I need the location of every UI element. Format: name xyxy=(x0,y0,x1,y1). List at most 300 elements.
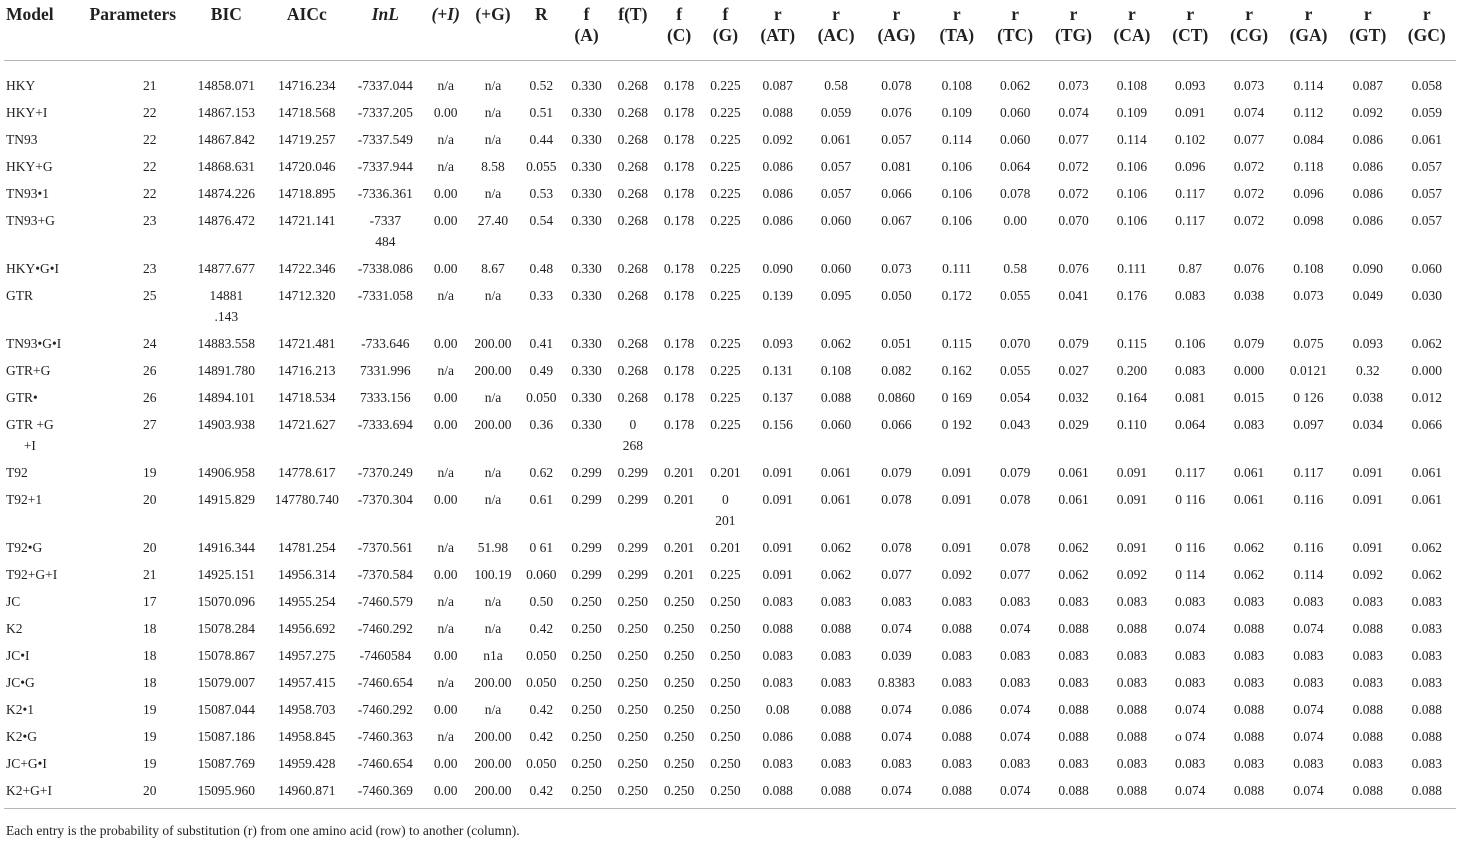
table-cell: 0.083 xyxy=(999,594,1031,609)
table-cell: 15095.960 xyxy=(185,780,268,809)
table-cell: 0.062 xyxy=(1058,567,1089,582)
table-cell: 200.00 xyxy=(474,336,512,351)
table-cell: 0.250 xyxy=(663,594,695,609)
table-cell: -7460.292 xyxy=(357,621,413,636)
table-cell: -733.646 xyxy=(361,336,410,351)
model-name-cell: JC xyxy=(6,594,21,609)
table-cell: 0.076 xyxy=(1058,261,1089,276)
table-cell: 0.117 xyxy=(1175,465,1206,480)
table-cell: 15078.867 xyxy=(197,648,256,663)
table-cell: 0.088 xyxy=(1233,621,1265,636)
table-cell: 0.074 xyxy=(999,702,1031,717)
table-cell: 0.034 xyxy=(1352,417,1383,432)
table-cell: 0.250 xyxy=(663,756,695,771)
table-cell: 0.088 xyxy=(1058,729,1089,744)
table-cell: 0.091 xyxy=(941,492,972,507)
table-cell: 0.050 xyxy=(526,390,557,405)
table-cell: -7336.361 xyxy=(357,186,413,201)
table-cell: 0 192 xyxy=(941,417,972,432)
table-cell: 0.201 xyxy=(710,540,741,555)
table-cell: 0 169 xyxy=(941,390,972,405)
table-cell: 0.077 xyxy=(1058,132,1089,147)
table-cell: 0.250 xyxy=(617,702,649,717)
table-cell: -7460.654 xyxy=(357,675,413,690)
table-cell: 0.225 xyxy=(710,336,741,351)
table-row xyxy=(4,285,1456,333)
table-cell: 0.091 xyxy=(1116,540,1148,555)
table-cell: 0.00 xyxy=(1003,213,1027,228)
table-cell: 0.088 xyxy=(1116,621,1148,636)
table-cell: 0.086 xyxy=(762,213,793,228)
table-cell: 15079.007 xyxy=(197,675,256,690)
table-cell: 18 xyxy=(143,675,157,690)
model-name-cell: TN93•1 xyxy=(6,186,49,201)
table-cell: n1a xyxy=(483,648,503,663)
table-cell: 0.250 xyxy=(617,648,649,663)
table-cell: 0.093 xyxy=(1352,336,1383,351)
table-cell: 0.250 xyxy=(663,648,695,663)
table-cell: 0.8383 xyxy=(877,675,915,690)
table-cell: 0.083 xyxy=(1058,648,1089,663)
table-cell: o 074 xyxy=(1175,729,1206,744)
table-cell: 0.074 xyxy=(1058,105,1089,120)
table-cell: 0.092 xyxy=(1352,105,1383,120)
table-cell: 0.086 xyxy=(1352,213,1383,228)
table-cell: 0.268 xyxy=(617,159,649,174)
table-cell: 0.088 xyxy=(1233,702,1265,717)
model-name-cell: K2+G+I xyxy=(4,780,80,809)
table-cell: 0.088 xyxy=(1058,702,1089,717)
table-cell: 0.091 xyxy=(1116,492,1148,507)
table-cell: 0.083 xyxy=(1058,756,1089,771)
table-cell: 0.178 xyxy=(663,336,695,351)
table-cell: 0.250 xyxy=(663,729,695,744)
table-cell: 0.299 xyxy=(617,540,649,555)
table-cell xyxy=(702,489,748,537)
table-cell: 14960.871 xyxy=(268,780,346,809)
table-cell: n/a xyxy=(437,675,454,690)
table-cell: 0.073 xyxy=(1233,78,1265,93)
table-cell: 22 xyxy=(143,186,157,201)
table-cell: 0.156 xyxy=(762,417,793,432)
table-cell: 0.092 xyxy=(1352,567,1383,582)
table-cell: 0.106 xyxy=(1116,213,1148,228)
table-cell: 0.086 xyxy=(762,729,793,744)
table-cell: 15087.769 xyxy=(197,756,256,771)
table-cell: 0.61 xyxy=(529,492,554,507)
table-cell: 0.088 xyxy=(762,621,793,636)
table-cell: 14718.568 xyxy=(278,105,336,120)
table-row xyxy=(4,387,1456,414)
table-row xyxy=(4,129,1456,156)
table-cell: 0.049 xyxy=(1352,288,1383,303)
table-cell: 0.093 xyxy=(762,336,793,351)
table-cell: 0.330 xyxy=(571,390,602,405)
table-cell: 14957.275 xyxy=(278,648,336,663)
table-cell: 0.074 xyxy=(1293,621,1324,636)
table-row xyxy=(4,618,1456,645)
table-cell: 0.162 xyxy=(941,363,972,378)
table-cell: 0.102 xyxy=(1175,132,1206,147)
table-cell: 21 xyxy=(143,78,157,93)
table-cell: 0.088 xyxy=(1116,729,1148,744)
table-cell: 0.059 xyxy=(820,105,852,120)
table-cell: n/a xyxy=(484,288,502,303)
table-cell: 0.083 xyxy=(1175,363,1206,378)
model-name-cell: GTR xyxy=(6,288,33,303)
table-cell: 0.083 xyxy=(1233,594,1265,609)
column-header: r (TG) xyxy=(1044,0,1102,61)
table-cell: 14959.428 xyxy=(278,756,336,771)
table-cell: 0.074 xyxy=(1175,621,1206,636)
table-cell: 0.000 xyxy=(1233,363,1265,378)
table-cell: 0.299 xyxy=(571,567,602,582)
table-cell: 0.074 xyxy=(986,780,1044,809)
table-cell: 0.48 xyxy=(529,261,554,276)
column-header: f(T) xyxy=(610,0,656,61)
table-cell xyxy=(185,285,268,333)
table-cell: 200.00 xyxy=(474,417,512,432)
table-cell: 0.268 xyxy=(617,363,649,378)
table-cell: 0.055 xyxy=(999,363,1031,378)
table-cell: 147780.740 xyxy=(274,492,339,507)
table-cell: 0.092 xyxy=(1116,567,1148,582)
table-cell: 0.178 xyxy=(663,132,695,147)
column-header: (+G) xyxy=(467,0,519,61)
table-cell: 19 xyxy=(143,756,157,771)
table-cell: 14721.141 xyxy=(278,213,336,228)
table-cell: 0.58 xyxy=(1003,261,1027,276)
table-cell: 0.057 xyxy=(881,132,912,147)
table-cell: 0.088 xyxy=(1116,702,1148,717)
table-cell: 0.330 xyxy=(571,159,602,174)
column-header: Parameters xyxy=(80,0,185,61)
table-cell: 0.088 xyxy=(1352,702,1383,717)
table-cell: 0.330 xyxy=(571,105,602,120)
table-cell: 0.250 xyxy=(617,756,649,771)
table-cell: 0.225 xyxy=(710,417,741,432)
table-cell: 0.00 xyxy=(433,417,458,432)
column-header: r (AG) xyxy=(865,0,927,61)
table-cell: 0.015 xyxy=(1233,390,1265,405)
table-cell: 0.076 xyxy=(1233,261,1265,276)
table-cell: 0.088 xyxy=(941,729,972,744)
model-name-cell: HKY+G xyxy=(6,159,53,174)
table-cell: 0.027 xyxy=(1058,363,1089,378)
table-cell: 0.060 xyxy=(1411,261,1442,276)
table-cell: 0.083 xyxy=(941,648,972,663)
table-cell: 14718.534 xyxy=(278,390,336,405)
column-header: r (TA) xyxy=(928,0,986,61)
table-cell: 0.083 xyxy=(762,594,793,609)
table-cell: 0.079 xyxy=(881,465,912,480)
table-cell: -7460.363 xyxy=(357,729,413,744)
table-cell: 0.064 xyxy=(1175,417,1206,432)
table-cell: 0.083 xyxy=(1233,756,1265,771)
table-cell: 0.225 xyxy=(710,186,741,201)
table-cell: n/a xyxy=(484,78,502,93)
table-cell: 0.201 xyxy=(663,465,695,480)
table-cell: 0.088 xyxy=(1352,729,1383,744)
table-row xyxy=(4,537,1456,564)
table-cell: 14781.254 xyxy=(278,540,336,555)
table-cell: n/a xyxy=(437,540,454,555)
table-cell: 0.088 xyxy=(1058,621,1089,636)
table-cell: 0.078 xyxy=(999,492,1031,507)
table-cell: 0.330 xyxy=(571,78,602,93)
table-cell: 0.098 xyxy=(1293,213,1324,228)
table-cell: 0.137 xyxy=(762,390,793,405)
table-cell: 14903.938 xyxy=(197,417,256,432)
table-cell: 200.00 xyxy=(474,363,512,378)
table-cell: 0.095 xyxy=(820,288,852,303)
wrapped-value: 0 201 xyxy=(715,492,736,528)
table-cell: 0.061 xyxy=(1411,465,1442,480)
column-header: (+I) xyxy=(425,0,467,61)
table-cell: 0.012 xyxy=(1411,390,1442,405)
model-name-cell: T92•G xyxy=(6,540,43,555)
column-header: R xyxy=(519,0,563,61)
table-cell: 0.072 xyxy=(1058,186,1089,201)
table-cell: 0.083 xyxy=(1352,756,1383,771)
table-cell: 0.074 xyxy=(881,621,912,636)
table-cell: 14716.213 xyxy=(278,363,336,378)
table-cell: 0.072 xyxy=(1058,159,1089,174)
table-cell: 19 xyxy=(143,702,157,717)
table-cell: 22 xyxy=(143,105,157,120)
table-cell: 14719.257 xyxy=(278,132,336,147)
table-row xyxy=(4,462,1456,489)
table-cell: -7370.249 xyxy=(357,465,413,480)
model-name-cell: TN93 xyxy=(6,132,38,147)
table-cell: 0.117 xyxy=(1293,465,1324,480)
table-cell: 0.093 xyxy=(1175,78,1206,93)
table-cell: 0.178 xyxy=(663,78,695,93)
table-cell: 0.083 xyxy=(1411,648,1442,663)
table-cell: 0.250 xyxy=(617,621,649,636)
table-cell: -7460.369 xyxy=(346,780,424,809)
table-cell: 14721.627 xyxy=(278,417,336,432)
table-cell: 0.039 xyxy=(881,648,912,663)
table-cell: 0.088 xyxy=(749,780,807,809)
table-cell: 0.091 xyxy=(941,540,972,555)
table-cell: 0.250 xyxy=(617,675,649,690)
table-cell: 0.088 xyxy=(820,729,852,744)
model-name-cell: TN93+G xyxy=(6,213,55,228)
table-cell: 0.110 xyxy=(1116,417,1147,432)
column-header: f (C) xyxy=(656,0,702,61)
column-header: BIC xyxy=(185,0,268,61)
table-cell: -7337.205 xyxy=(357,105,413,120)
table-cell: -7460.292 xyxy=(357,702,413,717)
column-header: r (GA) xyxy=(1279,0,1338,61)
table-cell: 0.074 xyxy=(1233,105,1265,120)
table-cell: 0.083 xyxy=(1116,675,1148,690)
table-cell: -7370.584 xyxy=(357,567,413,582)
table-cell: 0.178 xyxy=(663,261,695,276)
table-cell: 0.083 xyxy=(820,756,852,771)
table-row xyxy=(4,183,1456,210)
table-row xyxy=(4,414,1456,462)
table-cell: 15078.284 xyxy=(197,621,256,636)
table-cell: 0.250 xyxy=(710,675,741,690)
table-cell: 14721.481 xyxy=(278,336,336,351)
table-cell: 0.49 xyxy=(529,363,554,378)
table-cell: 19 xyxy=(143,729,157,744)
table-cell: 0.42 xyxy=(519,780,563,809)
table-cell: 0 61 xyxy=(529,540,554,555)
table-cell: 0.00 xyxy=(433,105,458,120)
table-body xyxy=(4,61,1456,809)
table-cell: 0.225 xyxy=(710,105,741,120)
table-cell: 0.088 xyxy=(1044,780,1102,809)
table-cell: 0.250 xyxy=(563,780,609,809)
table-cell: 0.077 xyxy=(881,567,912,582)
table-cell: 0.330 xyxy=(571,363,602,378)
table-cell: 0.330 xyxy=(571,132,602,147)
table-cell: 200.00 xyxy=(474,729,512,744)
table-cell: 0.250 xyxy=(710,702,741,717)
table-cell: 0.299 xyxy=(617,492,649,507)
table-cell: 0.061 xyxy=(820,465,852,480)
table-cell: 0.109 xyxy=(941,105,972,120)
table-cell: 0.225 xyxy=(710,567,741,582)
table-cell: 0.083 xyxy=(999,675,1031,690)
table-cell: 0.091 xyxy=(1352,492,1383,507)
table-cell: 0.062 xyxy=(1411,336,1442,351)
table-cell: 0.0121 xyxy=(1289,363,1328,378)
table-cell: 0.084 xyxy=(1293,132,1324,147)
table-cell: n/a xyxy=(437,729,454,744)
table-cell: 17 xyxy=(143,594,157,609)
table-cell: 14956.314 xyxy=(278,567,336,582)
table-cell: 0.330 xyxy=(571,288,602,303)
table-cell: 14956.692 xyxy=(278,621,336,636)
table-cell: 23 xyxy=(143,213,157,228)
table-cell: 0.088 xyxy=(928,780,986,809)
table-cell: 0.44 xyxy=(529,132,554,147)
table-cell: 0.250 xyxy=(617,594,649,609)
model-name-cell: HKY•G•I xyxy=(6,261,59,276)
table-cell: -7333.694 xyxy=(357,417,413,432)
table-cell: 0.070 xyxy=(999,336,1031,351)
table-cell: 0.091 xyxy=(762,540,793,555)
table-cell: 0.061 xyxy=(1058,492,1089,507)
table-cell: n/a xyxy=(437,363,454,378)
table-cell: -7338.086 xyxy=(357,261,413,276)
table-cell: 0.059 xyxy=(1411,105,1442,120)
table-cell: 0.268 xyxy=(617,261,649,276)
table-cell: 0.178 xyxy=(663,417,695,432)
table-cell: 0.083 xyxy=(881,756,912,771)
table-cell: -7337.044 xyxy=(357,78,413,93)
table-cell: 0.106 xyxy=(941,159,972,174)
table-cell: 0.172 xyxy=(941,288,972,303)
table-cell: 0.225 xyxy=(710,159,741,174)
table-cell: 0.092 xyxy=(941,567,972,582)
table-cell: 0.091 xyxy=(941,465,972,480)
table-cell: n/a xyxy=(437,132,454,147)
table-cell: 0.225 xyxy=(710,78,741,93)
table-cell: 0 116 xyxy=(1175,540,1206,555)
table-cell: 0.250 xyxy=(663,621,695,636)
table-cell: 0.055 xyxy=(999,288,1031,303)
table-cell: 0.201 xyxy=(663,567,695,582)
table-cell: 0.083 xyxy=(941,594,972,609)
table-cell: 0.062 xyxy=(1411,540,1442,555)
table-cell: 0.088 xyxy=(820,621,852,636)
table-cell: 23 xyxy=(143,261,157,276)
table-cell: 0.330 xyxy=(571,261,602,276)
table-cell: n/a xyxy=(437,159,454,174)
table-cell: 0.178 xyxy=(663,213,695,228)
table-cell: 0.090 xyxy=(1352,261,1383,276)
table-cell: 0.268 xyxy=(617,336,649,351)
header-row xyxy=(4,0,1456,61)
table-cell: 0.178 xyxy=(663,159,695,174)
table-cell: 0.062 xyxy=(1411,567,1442,582)
table-cell: 0.097 xyxy=(1293,417,1324,432)
model-name-cell: K2•1 xyxy=(6,702,34,717)
table-cell: 20 xyxy=(143,540,157,555)
table-cell: 0.00 xyxy=(433,492,458,507)
table-row xyxy=(4,360,1456,387)
table-row xyxy=(4,726,1456,753)
table-cell: 51.98 xyxy=(477,540,509,555)
table-cell: 0.057 xyxy=(820,159,852,174)
table-cell: 0.33 xyxy=(529,288,554,303)
wrapped-value: 14881 .143 xyxy=(209,288,244,324)
table-cell: 0.225 xyxy=(710,213,741,228)
table-row xyxy=(4,753,1456,780)
table-cell: 0.250 xyxy=(571,648,602,663)
table-cell: 0.268 xyxy=(617,132,649,147)
table-cell: 0.091 xyxy=(1116,465,1148,480)
table-cell: n/a xyxy=(484,465,502,480)
table-cell: 0.083 xyxy=(1352,594,1383,609)
table-cell: 0.083 xyxy=(881,594,912,609)
table-cell: 0.268 xyxy=(617,288,649,303)
column-header: InL xyxy=(346,0,424,61)
table-cell: 0.074 xyxy=(865,780,927,809)
table-cell: 200.00 xyxy=(474,675,512,690)
table-cell: 0.00 xyxy=(433,702,458,717)
table-cell: -7337.944 xyxy=(357,159,413,174)
table-cell: 0.268 xyxy=(617,390,649,405)
table-cell: 0.090 xyxy=(762,261,793,276)
column-header: f (A) xyxy=(563,0,609,61)
table-cell: 14915.829 xyxy=(197,492,256,507)
table-cell: 0.131 xyxy=(762,363,793,378)
table-cell: 0.225 xyxy=(710,390,741,405)
column-header: r (CG) xyxy=(1219,0,1278,61)
table-cell: 0.073 xyxy=(1293,288,1324,303)
table-cell: -7337.549 xyxy=(357,132,413,147)
model-name-cell: T92 xyxy=(6,465,28,480)
table-cell: 0.096 xyxy=(1293,186,1324,201)
table-cell: 0.41 xyxy=(529,336,554,351)
table-cell: 14916.344 xyxy=(197,540,256,555)
table-cell: 0.058 xyxy=(1411,78,1442,93)
table-cell: 14716.234 xyxy=(278,78,336,93)
table-cell: 0.082 xyxy=(881,363,912,378)
table-cell: n/a xyxy=(437,594,454,609)
table-cell: 0.42 xyxy=(529,729,554,744)
table-cell: 0.043 xyxy=(999,417,1031,432)
table-cell: 0.083 xyxy=(1175,648,1206,663)
table-cell: 14712.320 xyxy=(278,288,336,303)
table-cell: 0.061 xyxy=(1233,492,1265,507)
